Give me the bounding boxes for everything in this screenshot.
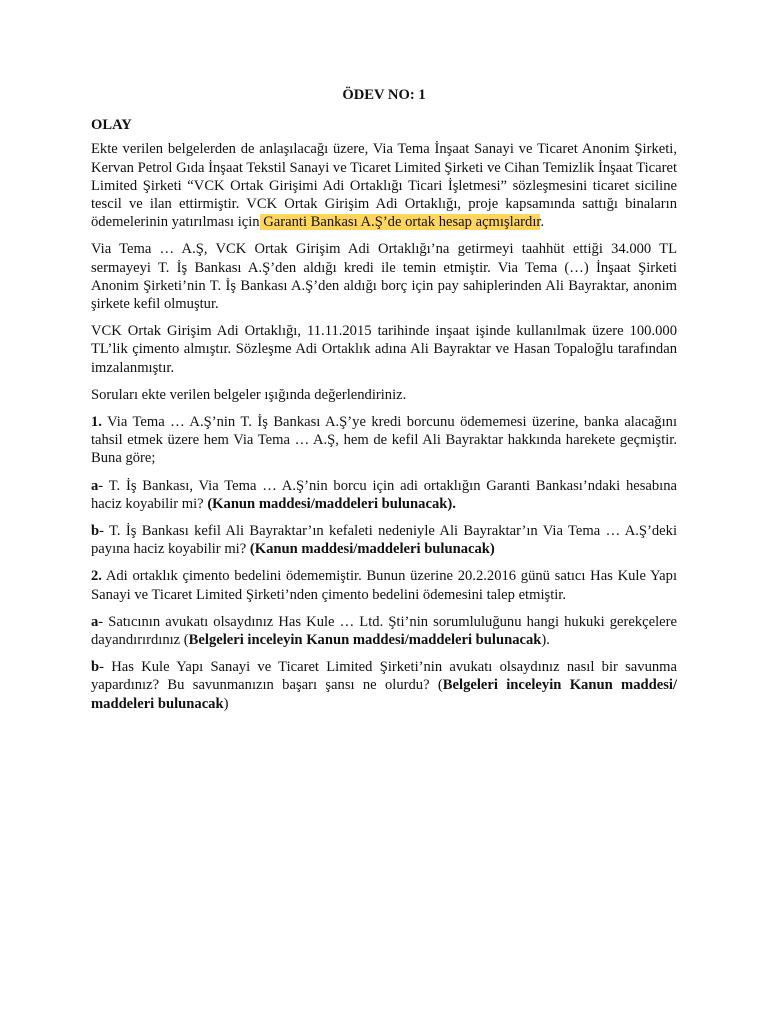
question-2b <box>91 658 677 713</box>
question-end: ). <box>541 632 550 649</box>
question-label: a <box>91 613 99 630</box>
question-instruction: Belgeleri inceleyin Kanun maddesi/ maddeleri bulunacak <box>91 677 677 712</box>
question-text: - T. İş Bankası, Via Tema … A.Ş’nin borcu için adi ortaklığın Garanti Bankası’ndaki hesabına haciz koyabilir mi? <box>91 477 677 512</box>
document-page <box>91 86 677 722</box>
question-1b <box>91 522 677 558</box>
question-end: ) <box>223 695 229 712</box>
question-text: - Satıcının avukatı olsaydınız Has Kule … Ltd. Şti’nin sorumluluğunu hangi hukuki gerekçelere dayandırırdınız ( <box>91 613 677 649</box>
question-label: b <box>91 523 100 540</box>
question-text: - Has Kule Yapı Sanayi ve Ticaret Limited Şirketi’nin avukatı olsaydınız nasıl bir savunma yapardınız? Bu savunmanızın başarı şansı ne olurdu? ( <box>91 659 677 694</box>
question-text: Adi ortaklık çimento bedelini ödememiştir. Bunun üzerine 20.2.2016 günü satıcı Has Kule Yapı Sanayi ve Ticaret Limited Şirketi’nden çimento bedelini ödemesini talep etmiştir. <box>91 568 677 603</box>
question-1a <box>91 477 677 513</box>
question-instruction: (Kanun maddesi/maddeleri bulunacak). <box>207 495 456 512</box>
document-title: ÖDEV NO: 1 <box>342 87 426 103</box>
paragraph-capital: Via Tema … A.Ş, VCK Ortak Girişim Adi Ortaklığı’na getirmeyi taahhüt ettiği 34.000 TL sermayeyi T. İş Bankası A.Ş’den aldığı kredi ile temin etmiştir. Via Tema (…) İnşaat Şirketi Anonim Şirketi’nin T. İş Bankası A.Ş’den aldığı borç için pay sahiplerinden Ali Bayraktar, anonim şirkete kefil olmuştur. <box>91 241 677 313</box>
highlighted-text: Garanti Bankası A.Ş’de ortak hesap açmışlardır <box>259 214 541 231</box>
question-instruction: Belgeleri inceleyin Kanun maddesi/maddeleri bulunacak <box>188 632 542 649</box>
question-2 <box>91 567 677 603</box>
paragraph-text: Ekte verilen belgelerden de anlaşılacağı üzere, Via Tema İnşaat Sanayi ve Ticaret Anonim Şirketi, Kervan Petrol Gıda İnşaat Tekstil Sanayi ve Ticaret Limited Şirketi ve Cihan Temizlik İnşaat Ticaret Limited Şirketi “VCK Ortak Girişimi Adi Ortaklığı Ticari İşletmesi” sözleşmesini ticaret siciline tescil ve ilan ettirmiştir. VCK Ortak Girişim Adi Ortaklığı, proje kapsamında sattığı binaların ödemelerinin yatırılması için <box>91 141 677 231</box>
question-text: - T. İş Bankası kefil Ali Bayraktar’ın kefaleti nedeniyle Ali Bayraktar’ın Via Tema … A.Ş’deki payına haciz koyabilir mi? <box>91 523 677 558</box>
question-2a <box>91 613 677 649</box>
question-label: b <box>91 659 100 676</box>
question-text: Via Tema … A.Ş’nin T. İş Bankası A.Ş’ye kredi borcunu ödememesi üzerine, banka alacağını tahsil etmek üzere hem Via Tema … A.Ş, hem de kefil Ali Bayraktar hakkında harekete geçmiştir. Buna göre; <box>91 414 677 467</box>
question-label: a <box>91 477 99 494</box>
question-1 <box>91 413 677 468</box>
question-number: 2. <box>91 568 102 585</box>
paragraph-case-intro <box>91 140 677 231</box>
question-instruction: (Kanun maddesi/maddeleri bulunacak) <box>249 541 495 558</box>
paragraph-end: . <box>540 214 545 231</box>
paragraph-instructions: Soruları ekte verilen belgeler ışığında değerlendiriniz. <box>91 386 407 403</box>
paragraph-cement-purchase: VCK Ortak Girişim Adi Ortaklığı, 11.11.2015 tarihinde inşaat işinde kullanılmak üzere 100.000 TL’lik çimento almıştır. Sözleşme Adi Ortaklık adına Ali Bayraktar ve Hasan Topaloğlu tarafından imzalanmıştır. <box>91 323 677 376</box>
section-heading: OLAY <box>91 117 132 134</box>
question-number: 1. <box>91 414 102 431</box>
